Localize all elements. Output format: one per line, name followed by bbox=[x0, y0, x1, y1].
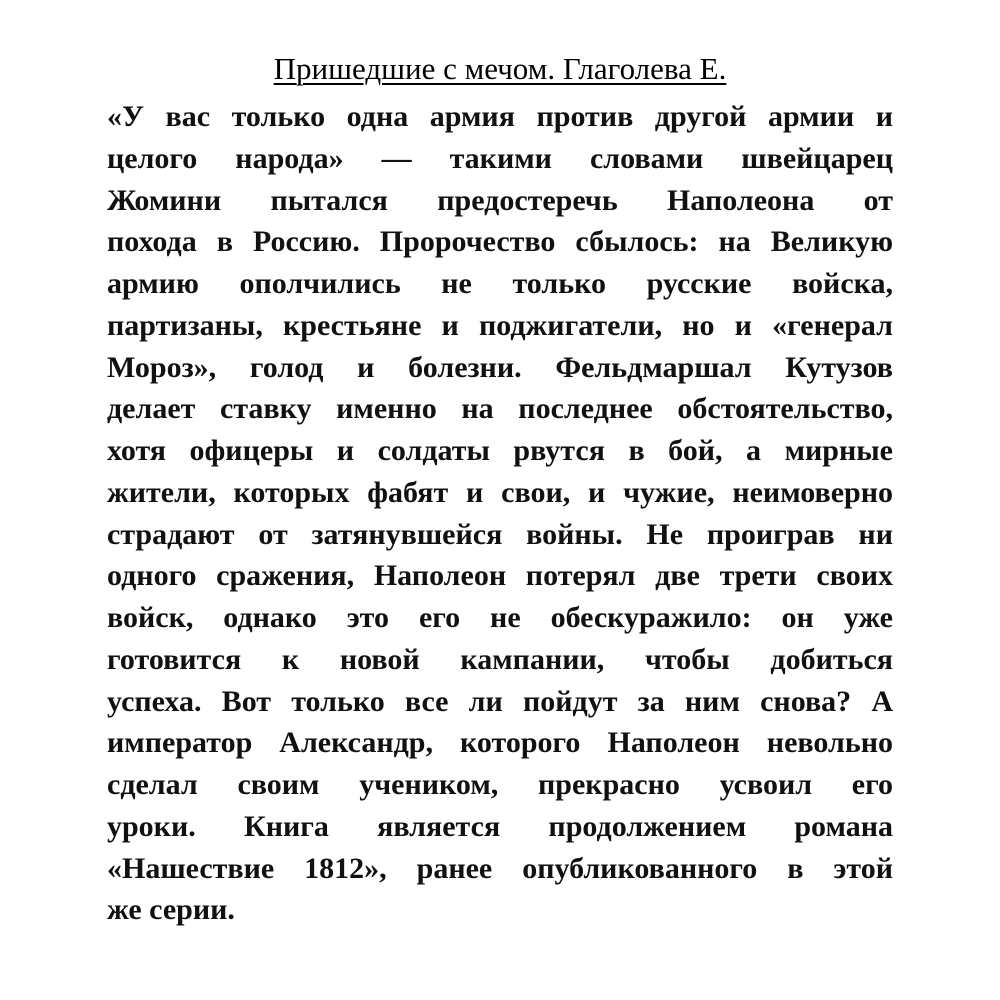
body-line: страдают от затянувшейся войны. Не проиграв ни bbox=[107, 517, 893, 551]
body-line: успеха. Вот только все ли пойдут за ним снова? А bbox=[107, 684, 893, 718]
body-line: хотя офицеры и солдаты рвутся в бой, а мирные bbox=[107, 434, 893, 467]
body-line: войск, однако это его не обескуражило: он уже bbox=[107, 601, 893, 634]
body-line: одного сражения, Наполеон потерял две трети своих bbox=[107, 559, 893, 593]
body-line: армию ополчились не только русские войска, bbox=[107, 267, 893, 300]
document-title-text: Пришедшие с мечом. Глаголева Е. bbox=[273, 51, 727, 86]
document-body bbox=[107, 96, 893, 931]
document-title bbox=[0, 50, 1000, 88]
body-line: Жомини пытался предостеречь Наполеона от bbox=[107, 183, 893, 217]
body-line: «У вас только одна армия против другой армии и bbox=[107, 100, 893, 133]
body-line: партизаны, крестьяне и поджигатели, но и «генерал bbox=[107, 308, 893, 342]
body-line: Мороз», голод и болезни. Фельдмаршал Кутузов bbox=[107, 350, 893, 384]
body-line: похода в Россию. Пророчество сбылось: на Великую bbox=[107, 225, 893, 259]
body-line: делает ставку именно на последнее обстоятельство, bbox=[107, 392, 893, 426]
body-line: готовится к новой кампании, чтобы добиться bbox=[107, 642, 893, 676]
body-line: сделал своим учеником, прекрасно усвоил его bbox=[107, 768, 893, 801]
body-line: «Нашествие 1812», ранее опубликованного в этой bbox=[107, 851, 893, 885]
body-line: уроки. Книга является продолжением романа bbox=[107, 809, 893, 843]
body-line: целого народа» — такими словами швейцарец bbox=[107, 141, 893, 175]
body-line: император Александр, которого Наполеон невольно bbox=[107, 726, 893, 760]
body-line: же серии. bbox=[107, 893, 235, 927]
body-line: жители, которых фабят и свои, и чужие, неимоверно bbox=[107, 475, 893, 509]
